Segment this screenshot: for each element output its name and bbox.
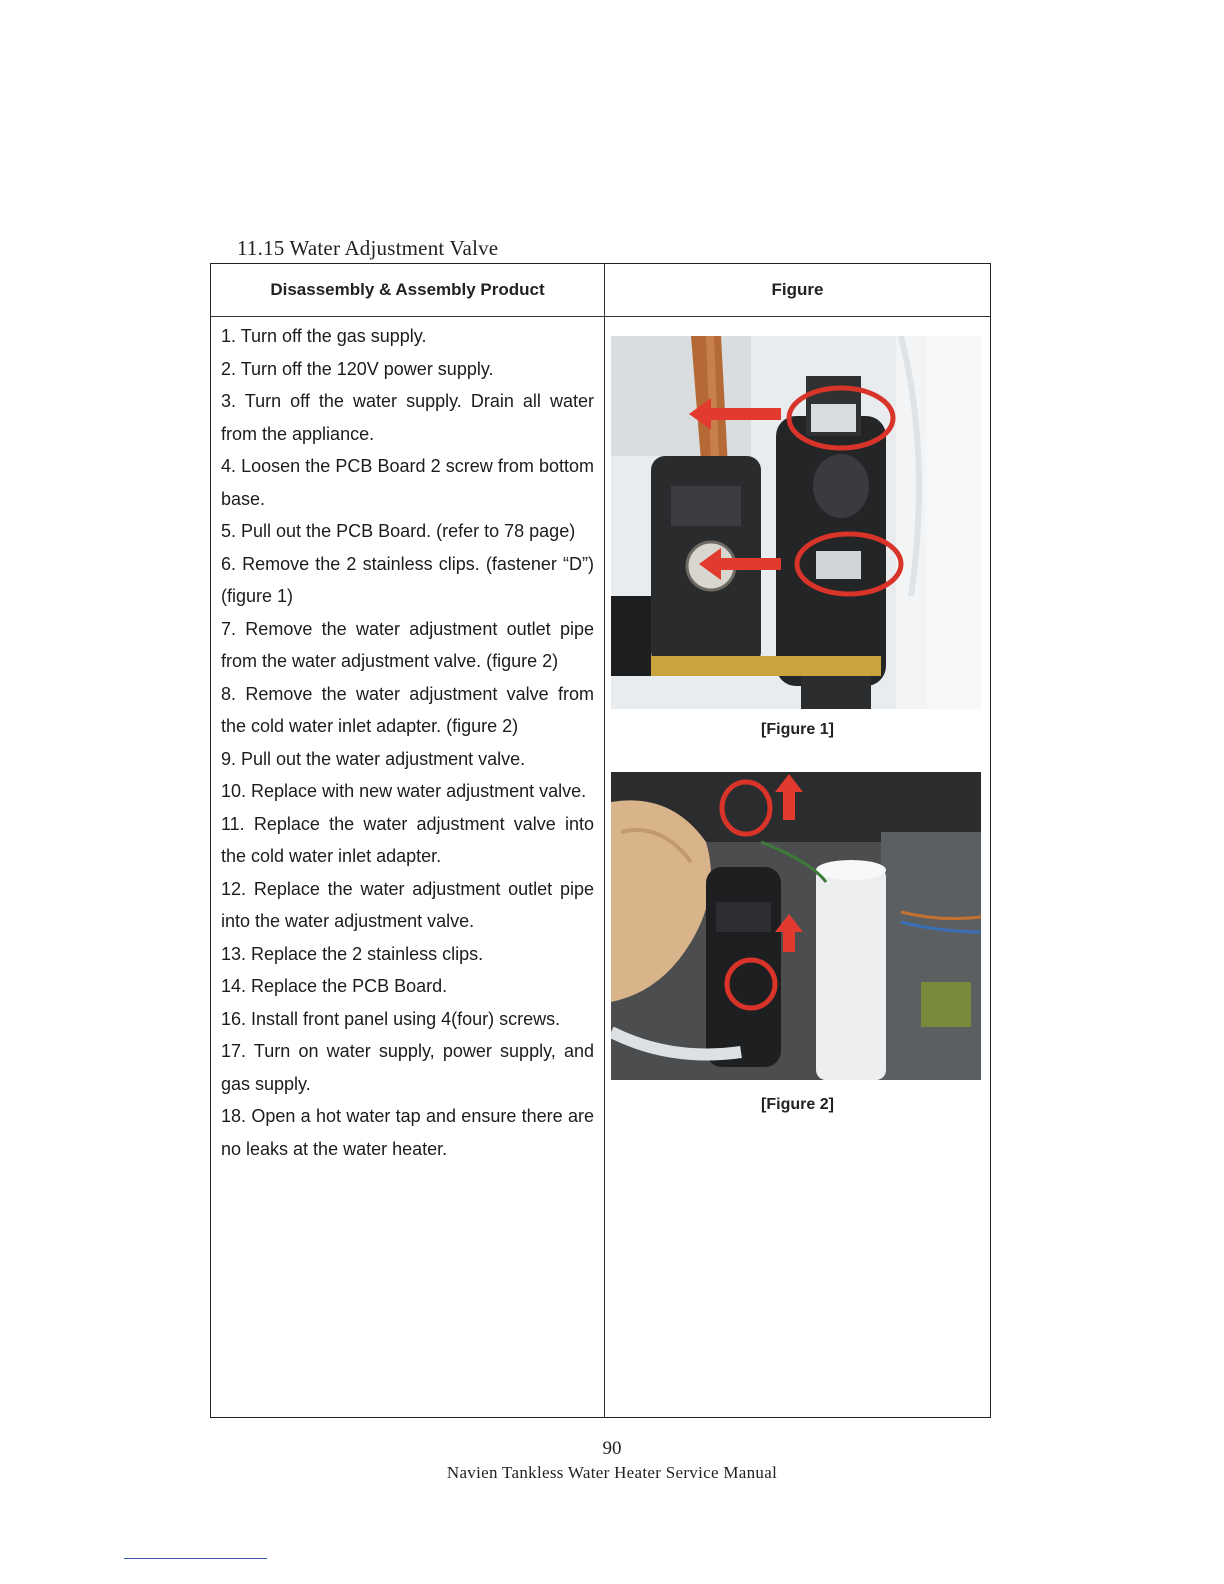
step-item: 11. Replace the water adjustment valve into the cold water inlet adapter. <box>221 813 594 866</box>
step-item: 9. Pull out the water adjustment valve. <box>221 748 526 769</box>
step-item: 2. Turn off the 120V power supply. <box>221 358 494 379</box>
step-item: 3. Turn off the water supply. Drain all water from the appliance. <box>221 391 594 444</box>
figure-1-caption: [Figure 1] <box>761 721 834 738</box>
step-item: 6. Remove the 2 stainless clips. (fastener “D”) (figure 1) <box>221 553 594 606</box>
step-item: 17. Turn on water supply, power supply, and gas supply. <box>221 1041 594 1094</box>
procedure-steps <box>221 320 594 1165</box>
step-item: 18. Open a hot water tap and ensure there are no leaks at the water heater. <box>221 1106 594 1159</box>
header-disassembly: Disassembly & Assembly Product <box>270 280 545 299</box>
figure-2-caption: [Figure 2] <box>761 1096 834 1113</box>
header-figure: Figure <box>771 280 824 299</box>
bottom-rule <box>124 1558 267 1559</box>
procedure-table <box>210 263 991 1418</box>
step-item: 14. Replace the PCB Board. <box>221 976 448 996</box>
manual-title: Navien Tankless Water Heater Service Manual <box>446 1463 778 1482</box>
step-item: 1. Turn off the gas supply. <box>221 326 427 346</box>
step-item: 5. Pull out the PCB Board. (refer to 78 page) <box>221 521 576 541</box>
step-item: 4. Loosen the PCB Board 2 screw from bottom base. <box>221 456 594 509</box>
figure-2-photo <box>611 772 981 1080</box>
section-title: 11.15 Water Adjustment Valve <box>237 236 499 260</box>
step-item: 13. Replace the 2 stainless clips. <box>221 943 484 964</box>
page-number: 90 <box>602 1438 622 1459</box>
table-header-row <box>211 264 990 317</box>
step-item: 12. Replace the water adjustment outlet pipe into the water adjustment valve. <box>221 878 594 931</box>
step-item: 16. Install front panel using 4(four) screws. <box>221 1008 561 1029</box>
step-item: 10. Replace with new water adjustment valve. <box>221 781 587 801</box>
step-item: 8. Remove the water adjustment valve from the cold water inlet adapter. (figure 2) <box>221 683 594 736</box>
figure-1-photo <box>611 336 981 709</box>
step-item: 7. Remove the water adjustment outlet pipe from the water adjustment valve. (figure 2) <box>221 618 594 671</box>
figures-column <box>605 316 990 1417</box>
